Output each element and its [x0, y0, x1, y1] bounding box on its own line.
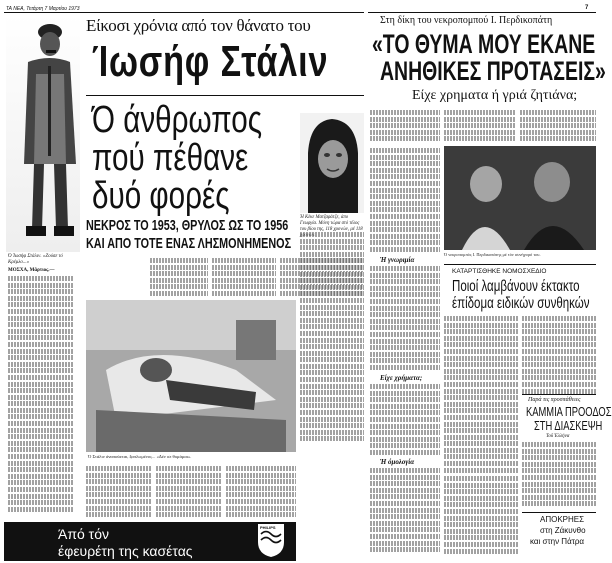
- ad-line-1: Άπό τόν: [58, 526, 109, 542]
- pensions-body-3: [444, 476, 518, 560]
- trial-photo: [444, 146, 596, 250]
- stalin-body-bottom-a: [86, 466, 152, 518]
- pensions-body-1: [444, 316, 518, 474]
- pensions-rule: [444, 264, 596, 265]
- top-rule: [4, 12, 364, 13]
- conference-rule: [522, 394, 596, 395]
- apokries-line-3: και στην Πάτρα: [530, 537, 585, 546]
- trial-photo-caption: Ό νεκροπομπός Ι. Περδικοπάτης μέ τόν συνήγορό του.: [444, 252, 541, 257]
- trial-inline-head-1: Ή γνωριμία: [380, 256, 415, 264]
- trial-subhead: Είχε χρηματα ή γριά ζητιάνα;: [412, 88, 578, 103]
- conference-headline-1: ΚΑΜΜΙΑ ΠΡΟΟΔΟΣ: [526, 404, 612, 419]
- pensions-kicker: ΚΑΤΑΡΤΙΣΘΗΚΕ ΝΟΜΟΣΧΕΔΙΟ: [452, 268, 547, 275]
- philips-ad: [4, 522, 296, 561]
- woman-caption: Ή Κέκε Ματζαράτζε, άπο Γεωργία. Μόνη τώρα στό τέλος του βίου της, 118 χρονών, μέ 118: [300, 215, 363, 232]
- trial-body-long-3: [370, 384, 440, 454]
- ad-brand: PHILIPS: [260, 525, 276, 530]
- ad-line-2: έφευρέτη της κασέτας: [58, 543, 193, 559]
- stalin-body-a: [150, 258, 208, 298]
- stalin-body-bottom-c: [226, 466, 296, 518]
- stalin-title: Ίωσήφ Στάλιν: [92, 37, 329, 86]
- stalin-body-b: [212, 258, 276, 298]
- stalin-subhead-1: ΝΕΚΡΟΣ ΤΟ 1953, ΘΡΥΛΟΣ ΩΣ ΤΟ 1956: [86, 217, 289, 234]
- stalin-kicker: Είκοσι χρόνια από τον θάνατο του: [86, 16, 311, 35]
- stalin-body-bottom-b: [156, 466, 222, 518]
- pensions-headline-2: έπίδομα ειδικών συνθηκών: [452, 295, 590, 312]
- trial-headline-2: ΑΝΗΘΙΚΕΣ ΠΡΟΤΑΣΕΙΣ»: [380, 56, 606, 86]
- trial-inline-head-3: Ή όμολογία: [380, 458, 415, 466]
- stalin-body-right-1: [300, 232, 364, 442]
- page-number: 7: [585, 5, 589, 11]
- woman-photo: [300, 113, 364, 213]
- trial-kicker: Στη δίκη του νεκροπομπού Ι. Περδικοπάτη: [380, 15, 553, 26]
- stalin-headline-3: δυό φορές: [92, 175, 230, 217]
- pensions-headline-1: Ποιοί λαμβάνουν έκτακτο: [452, 278, 580, 295]
- trial-body-3: [520, 110, 596, 144]
- trial-headline-1: «ΤΟ ΘΥΜΑ ΜΟΥ ΕΚΑΝΕ: [372, 29, 596, 59]
- stalin-lying-photo: [86, 300, 296, 452]
- apokries-line-2: στη Ζάκυνθο: [540, 526, 586, 535]
- conference-headline-2: ΣΤΗ ΔΙΑΣΚΕΨΗ: [534, 418, 603, 433]
- trial-body-long-2: [370, 266, 440, 370]
- masthead-left: ΤΑ ΝΕΑ, Τετάρτη 7 Μαρτίου 1973: [6, 6, 80, 12]
- conference-body: [522, 442, 596, 510]
- stalin-subhead-2: ΚΑΙ ΑΠΟ ΤΟΤΕ ΕΝΑΣ ΛΗΣΜΟΝΗΜΕΝΟΣ: [86, 235, 292, 252]
- right-top-rule: [368, 12, 596, 13]
- trial-body-long-4: [370, 468, 440, 558]
- stalin-body-left: [8, 276, 74, 514]
- trial-body-long: [370, 148, 440, 252]
- pensions-body-2: [522, 316, 596, 392]
- conference-kicker: Παρά τις προσπάθειες: [528, 397, 581, 403]
- title-rule: [86, 95, 364, 96]
- stalin-headline-1: Ό άνθρωπος: [92, 99, 263, 141]
- trial-body-2: [444, 110, 516, 144]
- stalin-headline-2: πού πέθανε: [92, 137, 249, 179]
- apokries-rule: [522, 512, 596, 513]
- conference-byline: Τοῦ Έλλήνα: [546, 434, 570, 439]
- stalin-portrait: [6, 14, 80, 252]
- portrait-caption: Ό Ίωσήφ Στάλιν. «Ζούσε τό Κρέμλο...»: [8, 254, 63, 265]
- trial-inline-head-2: Είχε χρήματα;: [380, 374, 423, 382]
- lying-caption: Ό Στάλιν άναπαύεται, ξαπλωμένος... «Δέν σε θυμάμαι».: [88, 454, 192, 459]
- stalin-dateline: ΜΟΣΧΑ, Μάρτιος.—: [8, 268, 55, 273]
- apokries-line-1: ΑΠΟΚΡΗΕΣ: [540, 515, 585, 524]
- trial-body-1: [370, 110, 440, 144]
